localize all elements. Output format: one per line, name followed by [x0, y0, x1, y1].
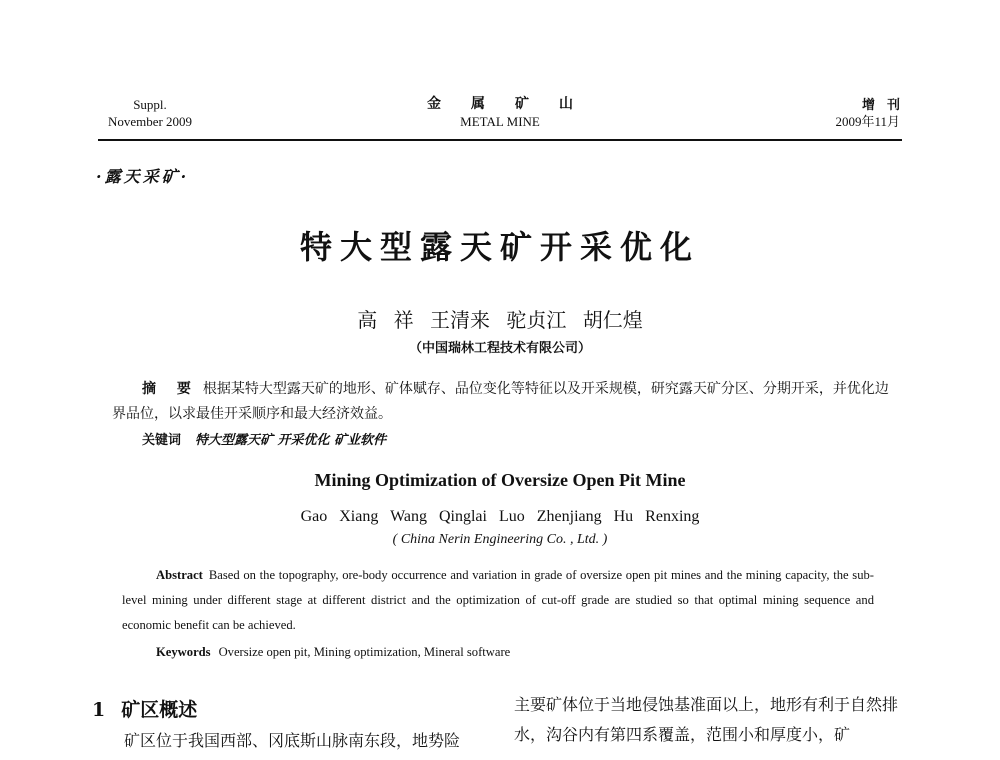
authors-en: Gao Xiang Wang Qinglai Luo Zhenjiang Hu Renxing [300, 508, 700, 525]
issue-date-en: November 2009 [107, 114, 193, 129]
header-rule [98, 139, 902, 141]
keywords-cn-label: 关键词 [142, 433, 182, 448]
journal-name [380, 96, 620, 130]
journal-name-cn: 金属矿山 [427, 97, 603, 112]
abstract-cn-label: 摘 要 [142, 381, 199, 397]
keywords-cn-text: 特大型露天矿 开采优化 矿业软件 [195, 433, 387, 448]
body-column-right: 主要矿体位于当地侵蚀基准面以上，地形有利于自然排水，沟谷内有第四系覆盖，范围小和厚度小，矿 [514, 695, 899, 744]
abstract-en [122, 563, 874, 638]
authors-cn: 高 祥 王清来 驼贞江 胡仁煌 [357, 308, 643, 332]
paper-title-en: Mining Optimization of Oversize Open Pit Mine [314, 470, 686, 490]
abstract-en-text: Based on the topography, ore-body occurrence and variation in grade of oversize open pit mines and the mining capacity, the sub-level mining under different stage at different district and the optimization of cut-off grade are studied so that optimal mining sequence and economic benefit can be achieved. [122, 568, 874, 632]
keywords-en-label: Keywords [156, 645, 211, 659]
abstract-en-label: Abstract [156, 568, 203, 582]
supplement-label-cn: 增刊 [861, 97, 912, 112]
affiliation-en: ( China Nerin Engineering Co. , Ltd. ) [392, 532, 608, 547]
section-1-number: 1 [92, 699, 106, 721]
abstract-cn [112, 377, 902, 427]
keywords-en [156, 640, 510, 665]
paper-title-cn: 特大型露天矿开采优化 [299, 228, 700, 266]
keywords-cn [142, 429, 386, 448]
journal-name-en: METAL MINE [460, 114, 540, 129]
abstract-cn-text: 根据某特大型露天矿的地形、矿体赋存、品位变化等特征以及开采规模，研究露天矿分区、分期开采，并优化边界品位，以求最佳开采顺序和最大经济效益。 [112, 381, 889, 422]
suppl-label: Suppl. [133, 97, 167, 112]
section-1-title: 矿区概述 [121, 699, 198, 721]
issue-date-cn: 2009年11月 [835, 114, 900, 129]
keywords-en-text: Oversize open pit, Mining optimization, Mineral software [218, 645, 511, 659]
section-1-heading [92, 695, 197, 722]
affiliation-cn: （中国瑞林工程技术有限公司） [408, 341, 591, 356]
running-header-right [780, 96, 912, 130]
body-column-left: 矿区位于我国西部、冈底斯山脉南东段，地势险 [124, 731, 461, 750]
running-header-left [98, 96, 202, 130]
section-tag: ·露天采矿· [96, 167, 190, 186]
